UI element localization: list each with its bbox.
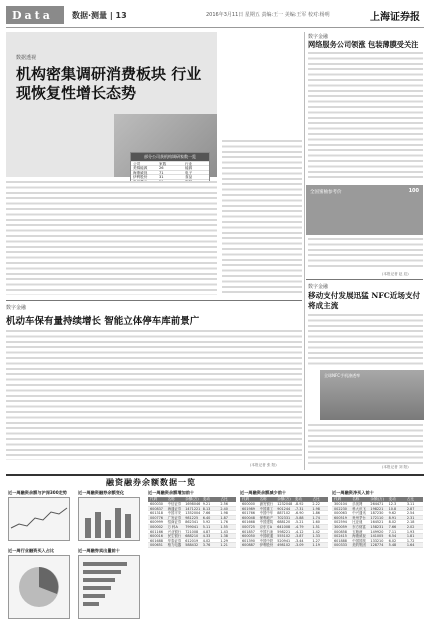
table-header-cell: 余额(万): [185, 497, 199, 501]
table-cell: 601318: [150, 511, 163, 516]
table-cell: 1.19: [312, 543, 320, 548]
table-header-cell: 名称: [259, 497, 267, 501]
table-cell: 4.87: [202, 529, 211, 534]
table-cell: -3.09: [294, 543, 304, 548]
mini-bar-chart-svg: [79, 498, 139, 540]
table-title: 近一周融资净买入前十: [332, 490, 374, 495]
table-cell: 五粮液: [352, 529, 363, 534]
table-cell: 1.27: [312, 538, 320, 543]
table-cell: 520941: [277, 538, 291, 543]
table-cell: 京东方A: [259, 524, 273, 529]
feature-block: [6, 32, 217, 180]
table-title: 近一周融资余额增加前十: [148, 490, 195, 495]
table-cell: 601857: [242, 529, 255, 534]
inset-table-cell: 家数: [159, 162, 167, 166]
table-cell: 科大讯飞: [352, 506, 366, 511]
table-cell: 9.21: [202, 502, 211, 506]
section-label: 数据·测量 | 13: [72, 11, 127, 20]
table-cell: 1.72: [406, 538, 415, 543]
table-cell: 6.54: [388, 534, 397, 539]
inset-table-row: [131, 174, 209, 178]
table-cell: 688120: [277, 520, 291, 525]
table-cell: 000725: [242, 524, 255, 529]
mini-pie-svg: [9, 556, 69, 618]
table-cell: 5.48: [388, 543, 397, 548]
table-cell: 1232048: [277, 502, 293, 506]
inset-table-cell: 电子: [185, 170, 193, 175]
table-header-cell: 余额(万): [370, 497, 384, 501]
right-article-byline: (本报记者 赵 辰): [382, 272, 409, 276]
table-cell: 641008: [277, 524, 291, 529]
table-cell: 598221: [277, 529, 291, 534]
table-cell: 600050: [242, 534, 255, 539]
table-cell: 000063: [334, 511, 347, 516]
table-cell: 中信证券: [167, 502, 182, 506]
table-cell: 862341: [185, 520, 199, 525]
price-chart-value: 100: [408, 188, 419, 194]
right-article-kicker: 数字金融: [308, 34, 329, 40]
table-cell: 600048: [242, 515, 255, 520]
article-headline: 机动车保有量持续增长 智能立体停车库前景广: [6, 316, 200, 327]
table-cell: 8.91: [388, 515, 397, 520]
feature-body-text-2: [222, 140, 302, 295]
table-cell: 601390: [242, 538, 255, 543]
right-article-headline: 网络服务公司领涨 包装薄膜受关注: [308, 40, 419, 49]
table-cell: 588432: [185, 543, 199, 548]
table-cell: 702331: [277, 515, 291, 520]
table-row: [148, 543, 236, 548]
table-cell: 1.81: [406, 534, 415, 539]
table-cell: -3.87: [294, 534, 304, 539]
table-cell: 600519: [334, 515, 347, 520]
table-cell: 172110: [370, 515, 384, 520]
mini-bar: [85, 518, 91, 538]
table-cell: 612019: [185, 538, 199, 543]
mini-hbar: [83, 602, 99, 606]
table-cell: 601668: [242, 520, 255, 525]
table-cell: 美的集团: [352, 543, 366, 548]
page-header: [6, 6, 424, 28]
table-cell: 9.62: [388, 511, 397, 516]
table-cell: 601989: [242, 506, 255, 511]
table-cell: 2.56: [220, 502, 228, 506]
table-cell: 1.51: [312, 524, 320, 529]
table-cell: 7.11: [388, 529, 397, 534]
table-cell: 中国石油: [259, 529, 274, 534]
table-cell: 149920: [370, 529, 384, 534]
table-cell: 164521: [370, 520, 384, 525]
table-header-cell: 代码: [242, 497, 250, 501]
mini-panel-title: 近一周融券卖出量前十: [78, 548, 120, 553]
table-title: 近一周融资余额减少前十: [240, 490, 287, 495]
table-cell: 1.33: [312, 534, 320, 539]
table-cell: 601166: [150, 529, 163, 534]
table-cell: 300059: [334, 524, 347, 529]
mini-hbar: [83, 570, 121, 574]
table-cell: 海通证券: [167, 506, 182, 511]
table-cell: 264471: [370, 502, 384, 506]
table-cell: 2.22: [312, 502, 320, 506]
table-cell: 2.31: [406, 515, 415, 520]
table-cell: 000776: [150, 515, 163, 520]
table-cell: 1352004: [185, 511, 201, 516]
table-cell: 乐视网: [352, 502, 363, 506]
table-cell: -3.44: [294, 538, 304, 543]
mini-panel-title: 近一周行业融资买入占比: [8, 548, 55, 553]
table-cell: 721008: [185, 529, 199, 534]
table-cell: 1.21: [220, 543, 228, 548]
mini-bar: [105, 520, 111, 538]
mini-line-chart-svg: [9, 498, 69, 540]
inset-table-cell: 26: [159, 166, 164, 171]
table-cell: 比亚迪: [352, 520, 363, 525]
table-header-cell: 名称: [167, 497, 175, 501]
table-cell: 002230: [334, 506, 347, 511]
table-header-cell: 占比: [312, 497, 320, 501]
table-cell: 2.18: [406, 520, 415, 525]
nfc-chart-image: [320, 370, 424, 420]
table-cell: 2.54: [406, 511, 415, 516]
table-cell: 1.55: [220, 524, 228, 529]
table-cell: 600837: [150, 506, 163, 511]
newspaper-masthead: 上海证券报: [370, 12, 420, 23]
table-cell: 000333: [334, 543, 347, 548]
table-row: [240, 543, 328, 548]
table-cell: 901244: [277, 506, 291, 511]
table-cell: 浦发银行: [259, 502, 274, 506]
table-cell: 1471221: [185, 506, 201, 511]
table-cell: 10.8: [388, 506, 397, 511]
table-cell: 7.66: [388, 524, 397, 529]
price-chart-title: 全国蜜柚参考价: [310, 190, 342, 195]
table-cell: 1.86: [312, 511, 320, 516]
article-body-text: [6, 330, 302, 460]
article-byline: (本报记者 张 阳): [250, 463, 277, 467]
inset-table-row: [131, 170, 209, 174]
nfc-article-byline: (本报记者 刘 阳): [382, 465, 409, 469]
table-cell: 中国中铁: [259, 538, 274, 543]
table-cell: 6.40: [202, 515, 211, 520]
inset-table-cell: 行业: [185, 162, 193, 166]
table-cell: 8.02: [388, 520, 397, 525]
table-cell: -7.31: [294, 506, 304, 511]
table-cell: 600999: [150, 520, 163, 525]
table-cell: 002415: [334, 534, 347, 539]
table-cell: 2.87: [406, 506, 415, 511]
inset-table-cell: 能源: [185, 166, 193, 171]
inset-table-title: 部分公司获机构调研家数一览: [131, 153, 209, 161]
table-cell: 1.74: [312, 515, 320, 520]
table-cell: 1.93: [406, 529, 415, 534]
table-cell: 600030: [150, 502, 163, 506]
table-cell: 万 科A: [167, 524, 178, 529]
table-row: [332, 543, 423, 548]
table-header-cell: 变动: [294, 497, 302, 501]
table-cell: 中国重工: [259, 506, 274, 511]
table-cell: 招商证券: [167, 520, 182, 525]
table-header-cell: 占比: [220, 497, 228, 501]
table-cell: 198221: [370, 506, 384, 511]
table-cell: 128774: [370, 543, 384, 548]
price-chart-box: [306, 185, 423, 235]
inset-table-cell: 海康威视: [133, 170, 148, 175]
mini-hbar: [83, 562, 127, 566]
table-cell: 498102: [277, 543, 291, 548]
table-cell: 保利地产: [259, 515, 274, 520]
mini-hbar-chart: [78, 555, 140, 619]
table-cell: 1.64: [406, 543, 415, 548]
table-header-cell: 代码: [150, 497, 158, 501]
table-cell: -4.12: [294, 529, 304, 534]
table-cell: 4.33: [202, 534, 211, 539]
mini-hbar-svg: [79, 556, 139, 618]
table-cell: 华泰证券: [167, 538, 182, 543]
right-article-text-2: [308, 238, 423, 270]
divider-right: [306, 279, 423, 280]
table-cell: -8.92: [294, 502, 304, 506]
table-cell: 1.76: [220, 520, 228, 525]
table-cell: 海康威视: [352, 534, 366, 539]
mini-line-chart: [8, 497, 70, 541]
table-cell: 中国平安: [167, 511, 182, 516]
column-divider: [304, 32, 305, 470]
data-section-banner: [6, 474, 424, 486]
table-cell: 600016: [150, 534, 163, 539]
table-cell: 799041: [185, 524, 199, 529]
mini-line-series: [11, 508, 67, 528]
table-cell: 贵州茅台: [352, 515, 366, 520]
table-cell: 8.13: [202, 506, 211, 511]
table-cell: -6.90: [294, 511, 304, 516]
nfc-article-text: [308, 314, 423, 368]
feature-body-text: [6, 181, 217, 295]
table-cell: 中国建筑: [259, 520, 274, 525]
table-cell: 5.11: [202, 524, 211, 529]
table-cell: 中国国旅: [352, 538, 366, 543]
table-cell: 6.02: [388, 538, 397, 543]
nfc-article-headline: 移动支付发展迅猛 NFC近场支付将成主流: [308, 291, 421, 310]
nfc-chart-caption: 全球NFC手机渗透率: [324, 373, 361, 378]
table-cell: 601888: [334, 538, 347, 543]
mini-bar: [115, 508, 121, 538]
mini-hbar: [83, 586, 111, 590]
mini-pie-chart: [8, 555, 70, 619]
table-cell: 伊利股份: [259, 543, 274, 548]
table-cell: 688210: [185, 534, 199, 539]
table-cell: 5.92: [202, 520, 211, 525]
divider: [6, 300, 302, 301]
table-cell: 000858: [334, 529, 347, 534]
table-cell: 600000: [242, 502, 255, 506]
table-cell: 4.02: [202, 538, 211, 543]
table-cell: 981225: [185, 515, 199, 520]
mini-bar: [95, 512, 101, 538]
table-header-cell: 变动: [202, 497, 210, 501]
table-cell: 000002: [150, 524, 163, 529]
inset-table-cell: 美锦能源: [133, 166, 148, 171]
table-cell: 1.98: [220, 511, 228, 516]
table-cell: 158231: [370, 524, 384, 529]
table-cell: 12.3: [388, 502, 397, 506]
mini-panel-title: 近一周融资融券余额变化: [78, 490, 125, 495]
table-cell: 300104: [334, 502, 347, 506]
table-cell: 3.11: [406, 502, 415, 506]
inset-table-row: [131, 165, 209, 169]
table-cell: 601766: [242, 511, 255, 516]
table-cell: 东方财富: [352, 524, 366, 529]
table-cell: 1.43: [220, 529, 228, 534]
inset-table-cell: 伊利股份: [133, 175, 148, 180]
table-cell: -5.21: [294, 520, 304, 525]
table-cell: 133210: [370, 538, 384, 543]
mini-hbar: [83, 578, 115, 582]
table-cell: 141005: [370, 534, 384, 539]
table-cell: 600887: [242, 543, 255, 548]
table-header-cell: 代码: [334, 497, 342, 501]
table-cell: 002594: [334, 520, 347, 525]
table-cell: 1.87: [220, 515, 228, 520]
table-cell: 3.76: [202, 543, 211, 548]
inset-table-cell: 食品: [185, 175, 193, 180]
table-header-cell: 名称: [352, 497, 360, 501]
right-article-text: [308, 52, 423, 180]
table-cell: 187230: [370, 511, 384, 516]
data-table-a: [148, 497, 236, 548]
table-header-cell: 变动: [388, 497, 396, 501]
inset-table-cell: 公司: [133, 162, 141, 166]
table-cell: 887102: [277, 511, 291, 516]
inset-table-cell: 31: [159, 175, 164, 180]
article-kicker: 数字金融: [6, 305, 27, 311]
table-header-cell: 占比: [406, 497, 414, 501]
mini-bar-chart: [78, 497, 140, 541]
feature-tag: 数据透视: [16, 55, 37, 61]
table-cell: 1.60: [312, 520, 320, 525]
table-cell: 中国联通: [259, 534, 274, 539]
mini-hbar: [83, 594, 105, 598]
table-cell: 1.29: [220, 538, 228, 543]
table-cell: 7.66: [202, 511, 211, 516]
table-cell: -5.88: [294, 515, 304, 520]
date-line: 2016年3月11日 星期五 责编:王一 美编:王军 校对:杨明: [206, 12, 330, 18]
table-cell: 601688: [150, 538, 163, 543]
table-cell: 格力电器: [167, 543, 182, 548]
feature-title: 机构密集调研消费板块 行业现恢复性增长态势: [16, 65, 202, 102]
table-cell: 民生银行: [167, 534, 182, 539]
section-logo: Data: [6, 6, 64, 24]
table-cell: 1698046: [185, 502, 201, 506]
table-cell: 中国中车: [259, 511, 274, 516]
data-table-b: [240, 497, 328, 548]
table-cell: 中兴通讯: [352, 511, 366, 516]
table-cell: 2.40: [220, 506, 228, 511]
table-cell: 1.38: [220, 534, 228, 539]
table-cell: 555102: [277, 534, 291, 539]
mini-bar: [125, 514, 131, 538]
data-section-title: 融资融券余额数据一览: [106, 477, 196, 487]
table-cell: 1.98: [312, 506, 320, 511]
table-cell: 兴业银行: [167, 529, 182, 534]
table-cell: 2.02: [406, 524, 415, 529]
mini-panel-title: 近一周融资余额与沪深300走势: [8, 490, 67, 495]
table-cell: 广发证券: [167, 515, 182, 520]
nfc-article-text-2: [308, 424, 423, 464]
table-cell: 1.42: [312, 529, 320, 534]
inset-table-row: [131, 161, 209, 165]
table-cell: 000651: [150, 543, 163, 548]
nfc-article-kicker: 数字金融: [308, 284, 329, 290]
inset-table-cell: 71: [159, 170, 164, 175]
table-cell: -4.79: [294, 524, 304, 529]
data-table-c: [332, 497, 423, 548]
table-header-cell: 余额(万): [277, 497, 291, 501]
